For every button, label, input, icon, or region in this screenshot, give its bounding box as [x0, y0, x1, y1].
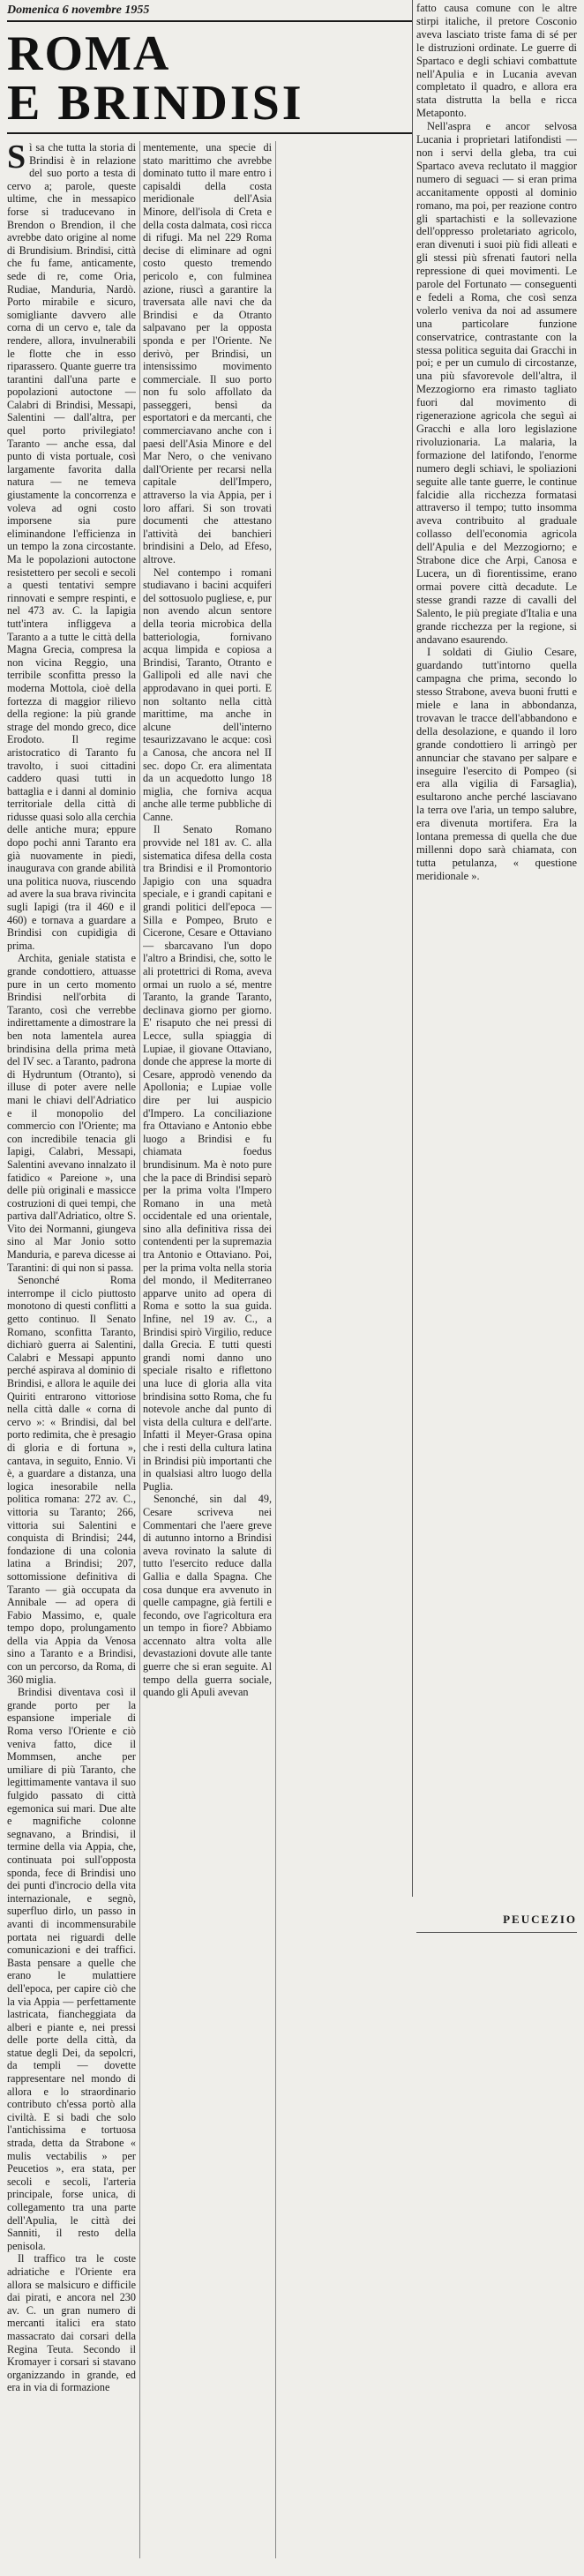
- author-signature: PEUCEZIO: [503, 1913, 577, 1926]
- article-paragraph: Nel contempo i romani studiavano i bacini acquiferi del sottosuolo pugliese, e, pur non avendo alcun sentore della teoria microbica della batteriologia, fornivano acqua limpida e copiosa a Brindisi, Taranto, Otranto e Gallipoli ed alle navi che approdavano in quei porti. E non soltanto nella città marittime, ma anche in alcune dell'interno tesaurizzavano le acque: così a Canosa, che ancora nel II sec. dopo Cr. era alimentata da un acquedotto lungo 18 miglia, che forniva acqua anche alle terme pubbliche di Canne.: [143, 565, 272, 823]
- headline-line-1: ROMA: [7, 26, 171, 81]
- headline-rule: [7, 132, 413, 134]
- headline-line-2: E BRINDISI: [7, 76, 304, 131]
- article-paragraph: Senonché, sin dal 49, Cesare scriveva nei Commentari che l'aere greve di autunno intorno a Brindisi aveva rovinato la salute di tutto l'esercito reduce dalla Gallia e dalla Spagna. Che cosa dunque era avvenuto in quelle campagne, già fertili e fecondo, ove l'agricoltura era un tempo in fiore? Abbiamo accennato altra volta alle devastazioni dovute alle tante guerre che si eran seguite. Al tempo della guerra sociale, quando gli Apuli avevan: [143, 1493, 272, 1699]
- article-paragraph: Il traffico tra le coste adriatiche e l'Oriente era allora se malsicuro e difficile dai pirati, e ancora nel 230 av. C. un gran numero di mercanti italici era stato massacrato dai corsari della Regina Teuta. Secondo il Kromayer i corsari si stavano organizzando in grande, ed era in via di formazione: [7, 2252, 136, 2394]
- article-column-1: [7, 141, 136, 2565]
- column-divider: [412, 0, 413, 1897]
- article-paragraph: Senonché Roma interrompe il ciclo piuttosto monotono di questi conflitti a getto continuo. Il Senato Romano, sconfitta Taranto, dichiarò guerra ai Salentini, Calabri e Messapi appunto perché aspirava al dominio di Brindisi, e allora le aquile dei Quiriti entrarono vittoriose nella città dalle « corna di cervo »: « Brindisi, dal bel porto redimita, che è presagio di gloria e di fortuna », cantava, in seguito, Ennio. Vi è, a guardare a distanza, una logica inesorabile nella politica romana: 272 av. C., vittoria su Taranto; 266, vittoria sui Salentini e conquista di Brindisi; 244, fondazione di una colonia latina a Brindisi; 207, sottomissione definitiva di Taranto — già occupata da Annibale — ad opera di Fabio Massimo, e, quale tempo dopo, prolungamento della via Appia da Venosa sino a Taranto e a Brindisi, con un percorso, da Roma, di 360 miglia.: [7, 1274, 136, 1686]
- article-paragraph: mentemente, una specie di stato marittimo che avrebbe dominato tutto il mare entro i capisaldi della costa meridionale dell'Asia Minore, dell'isola di Creta e della costa dalmata, così ricca di rifugi. Ma nel 229 Roma decise di eliminare ad ogni costo questo tremendo pericolo e, con fulminea azione, riuscì a garantire la traversata alle navi che da Brindisi e da Otranto salpavano per la opposta sponda e per l'Oriente. Ne derivò, per Brindisi, un intensissimo movimento commerciale. Il suo porto non fu solo affollato da passeggeri, bensì da esportatori e da mercanti, che commerciavano anche con i paesi dell'Asia Minore e del Mar Nero, o che venivano dall'Oriente per recarsi nella capitale dell'Impero, attraverso la via Appia, per i loro affari. Si son trovati documenti che attestano l'attività dei banchieri brindisini a Delo, ad Efeso, altrove.: [143, 141, 272, 565]
- dateline: [7, 4, 413, 22]
- column-divider: [139, 141, 140, 2558]
- article-paragraph-text: ì sa che tutta la storia di Brindisi è in relazione del suo porto a testa di cervo a; parole, queste ultime, che in messapico forse si traducevano in Brendon o Brendion, il che avrebbe dato origine al nome di Brundisium. Brindisi, città che fu fame, anticamente, sede di re, come Oria, Rudiae, Manduria, Nardò. Porto mirabile e sicuro, somigliante davvero alle corna di un cervo e, tale da rendere, allora, invulnerabili le flotte che in esso riparassero. Quante guerre tra tarantini dall'una parte e popolazioni autoctone — Calabri di Brindisi, Messapi, Salentini — dall'altra, per quel porto privilegiato! Taranto — anche essa, dal punto di vista portuale, così largamente favorita dalla natura — ne temeva giustamente la concorrenza e voleva ad ogni costo imporsene sia pure eliminandone l'efficienza in un tempo la zona circostante. Ma le popolazioni autoctone resistettero per secoli e secoli a questi tentativi sempre rinnovati e sempre respinti, e nel 473 av. C. la Iapigia tutt'intera infliggeva a Taranto a a tutte le città della Magna Grecia, compresa la non vicina Reggio, una terribile sconfitta presso la moderna Mottola, cioè della fortezza di maggior rilievo della regione: la più grande strage del mondo greco, dice Erodoto. Il regime aristocratico di Taranto fu travolto, i suoi cittadini caddero quasi tutti in battaglia e i danni al dominio territoriale della città di ridusse quasi solo alla cerchia delle antiche mura; eppure dopo pochi anni Taranto era già nuovamente in piedi, inaugurava con grande abilità una politica nuova, riuscendo ad avere la sua brava rivincita sugli Iapigi (tra il 460 e il 460) e tornava a guardare a Brindisi con cupidigia di prima.: [7, 141, 136, 952]
- column-divider: [275, 141, 276, 2558]
- article-column-2: [143, 141, 272, 2565]
- article-paragraph: I soldati di Giulio Cesare, guardando tutt'intorno quella campagna che prima, secondo lo stesso Strabone, aveva buoni frutti e miele e lana in abbondanza, trovavan le tracce dell'abbandono e della desolazione, e quando il loro grande condottiero li arringò per annunciar che stavano per salpare e inseguire l'esercito di Pompeo (si era alla vigilia di Farsaglia), esultarono anche perché lasciavano la terra ove l'aria, un tempo salubre, era divenuta mortifera. Era la lontana premessa di quella che due millenni dopo sarà chiamata, con tutta petulanza, « questione meridionale ».: [416, 646, 577, 882]
- article-paragraph: Brindisi diventava così il grande porto per la espansione imperiale di Roma verso l'Oriente e ciò veniva fatto, dice il Mommsen, anche per umiliare di più Taranto, che legittimamente vantava il suo fulgido passato di città egemonica sui mari. Due alte e magnifiche colonne segnavano, a Brindisi, il termine della via Appia, che, continuata poi sull'opposta sponda, fece di Brindisi uno dei punti d'incrocio della vita internazionale, e segnò, superfluo dirlo, un passo in avanti di incommensurabile portata nei riguardi delle comunicazioni e dei traffici. Basta pensare a quelle che erano le mulattiere dell'epoca, per capire ciò che la via Appia — perfettamente lastricata, fiancheggiata da alberi e piante e, nei pressi delle porte della città, da statue degli Dei, da sepolcri, da templi — dovette rappresentare nel mondo di allora e lo straordinario contributo ch'essa portò alla civiltà. E si badi che solo l'antichissima e tortuosa strada, detta da Strabone « mulis vectabilis » per Peucetios », era stata, per secoli e secoli, l'arteria principale, forse unica, di collegamento tra una parte dell'Apulia, le città dei Sanniti, il resto della penisola.: [7, 1686, 136, 2252]
- dateline-text: Domenica 6 novembre 1955: [7, 4, 150, 17]
- article-column-4: [416, 2, 577, 1898]
- article-column-3: [279, 141, 408, 2565]
- article-paragraph: Il Senato Romano provvide nel 181 av. C. alla sistematica difesa della costa tra Brindisi e il Promontorio Japigio con una squadra speciale, e i grandi capitani e grandi politici dell'epoca — Silla e Pompeo, Bruto e Cicerone, Cesare e Ottaviano — sbarcavano l'un dopo l'altro a Brindisi, che, sotto le ali protettrici di Roma, aveva ormai un ruolo a sé, mentre Taranto, la grande Taranto, declinava giorno per giorno. E' risaputo che nei pressi di Lecce, sulla spiaggia di Lupiae, il giovane Ottaviano, donde che apprese la morte di Cesare, approdò venendo da Apollonia; e Lupiae volle dire per lui auspicio d'Impero. La conciliazione fra Ottaviano e Antonio ebbe luogo a Brindisi e fu chiamata foedus brundisinum. Ma è noto pure che la pace di Brindisi separò per la prima volta l'Impero Romano in una metà occidentale ed una orientale, sino alla definitiva rissa dei contendenti per la supremazia tra Antonio e Ottaviano. Poi, per la prima volta nella storia del mondo, il Mediterraneo apparve unito ad opera di Roma e sotto la sua guida. Infine, nel 19 av. C., a Brindisi spirò Virgilio, reduce dalla Grecia. E tutti questi grandi nomi danno uno speciale risalto e riflettono una luce di gloria alla vita brindisina sotto Roma, che fu notevole anche dal punto di vista della cultura e dell'arte. Infatti il Meyer-Grasa opina che i resti della cultura latina in Brindisi più importanti che in qualsiasi altro luogo della Puglia.: [143, 823, 272, 1493]
- drop-cap: S: [7, 141, 26, 176]
- article-paragraph: Nell'aspra e ancor selvosa Lucania i proprietari latifondisti — non i servi della gleba, tra cui Spartaco aveva reclutato il maggior numero di seguaci — si eran prima accanitamente opposti al dominio romano, ma poi, per reazione contro gli spartachisti e la sollevazione dell'oppresso proletariato agricolo, eran divenuti i suoi più fidi alleati e gli stessi più sfrenati fautori nella repressione di quei movimenti. Le parole del Fortunato — conseguenti e fedeli a Roma, che così senza volerlo veniva da noi ad assumere una particolare funzione conservatrice, contrastante con la stessa politica seguita dai Gracchi in poi; e per un cumulo di circostanze, una più sfavorevole dell'altra, il Mezzogiorno era rimasto tagliato fuori dal movimento di rigenerazione agricola che seguì ai Gracchi e alla loro legislazione rivoluzionaria. La malaria, la formazione del latifondo, l'enorme numero degli schiavi, le spoliazioni seguite alle tante guerre, le continue falcidie alla ricchezza formatasi attraverso il tempo; tutto insomma aveva contribuito al graduale collasso dell'economia agricola dell'Apulia e del Mezzogiorno; e Strabone dice che Arpi, Canosa e Lucera, un dì fiorentissime, erano ormai povere città decadute. Le stesse grandi razze di cavalli del Salento, le più pregiate d'Italia e una grande ricchezza per la regione, si andavano esaurendo.: [416, 120, 577, 646]
- signature-rule: [416, 1932, 577, 1933]
- article-paragraph: Archita, geniale statista e grande condottiero, attuasse pure in un certo momento Brindisi nell'orbita di Taranto, così che verrebbe indirettamente a dimostrare la ben nota lamentela aurea brindisina della prima metà del IV sec. a Taranto, padrona di Hydruntum (Otranto), si illuse di poter avere nelle mani le chiavi dell'Adriatico e il monopolio del commercio con l'Oriente; ma con incredibile tenacia gli Iapigi, Calabri, Messapi, Salentini avevano innalzato il fatidico « Pareione », una delle più originali e massicce costruzioni di quei tempi, che partiva dall'Adriatico, oltre S. Vito dei Normanni, giungeva sino al Mar Jonio sotto Manduria, e pareva dicesse ai Tarantini: di qui non si passa.: [7, 952, 136, 1274]
- headline: [7, 26, 413, 131]
- article-paragraph: [7, 141, 136, 952]
- article-paragraph: fatto causa comune con le altre stirpi italiche, il pretore Cosconio aveva lasciato triste fama di sé per le distruzioni ordinate. Le guerre di Spartaco e degli schiavi combattute nell'Apulia e in Lucania avevan completato il quadro, e allora era stata distrutta la bella e ricca Metaponto.: [416, 2, 577, 120]
